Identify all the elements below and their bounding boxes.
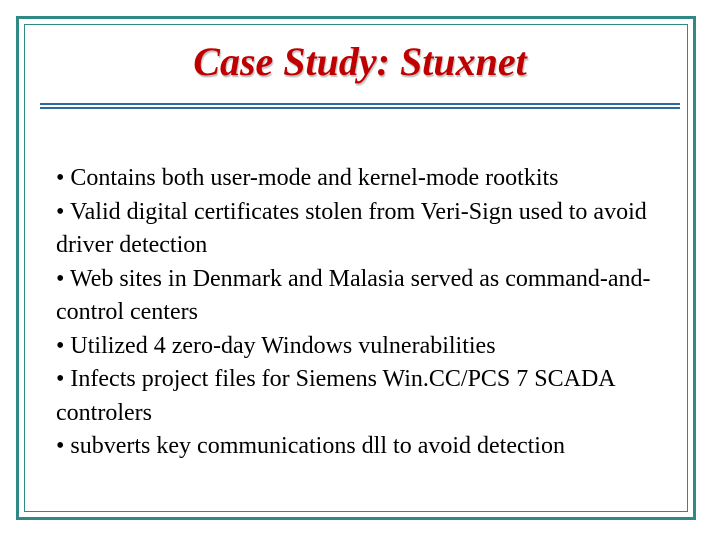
- bullet-item-dll: • subverts key communications dll to avoid detection: [56, 433, 565, 459]
- slide-title: Case Study: Stuxnet: [193, 39, 527, 84]
- bullet-item-rootkits: • Contains both user-mode and kernel-mode rootkits: [56, 165, 559, 191]
- bullet-item-certificates: • Valid digital certificates stolen from Veri-Sign used to avoid driver detection: [56, 198, 647, 258]
- title-underline-top: [40, 103, 680, 105]
- bullet-item-siemens: • Infects project files for Siemens Win.CC/PCS 7 SCADA controlers: [56, 366, 615, 426]
- title-underline-bottom: [40, 107, 680, 109]
- bullet-item-zero-day: • Utilized 4 zero-day Windows vulnerabilities: [56, 332, 496, 359]
- bullet-list: [56, 162, 676, 464]
- bullet-item-command-control: • Web sites in Denmark and Malasia served as command-and-control centers: [56, 265, 651, 325]
